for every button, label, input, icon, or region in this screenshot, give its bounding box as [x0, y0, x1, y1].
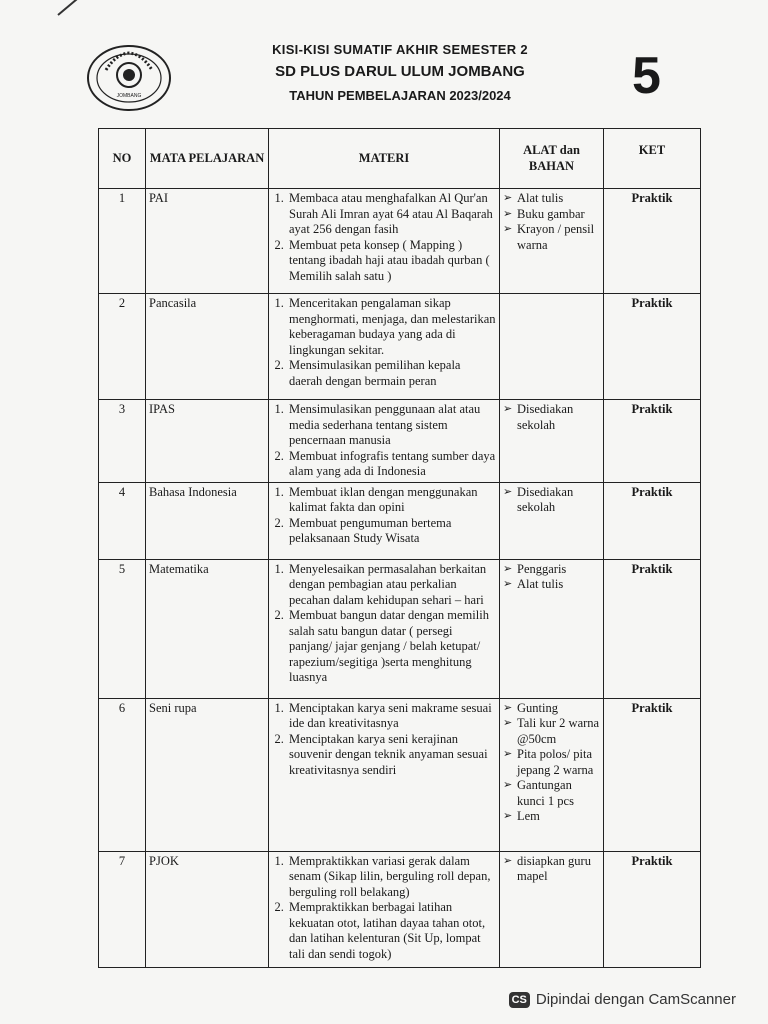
- alat-cell: [500, 698, 604, 851]
- camscanner-watermark: [503, 989, 742, 1010]
- subject-name: PJOK: [146, 851, 269, 967]
- grade-number: 5: [632, 47, 661, 105]
- alat-item: ➢ Alat tulis: [503, 191, 600, 207]
- alat-list: [503, 402, 600, 433]
- alat-list: [503, 562, 600, 593]
- materi-cell: [269, 400, 500, 483]
- materi-list: [272, 854, 496, 963]
- alat-cell: [500, 559, 604, 698]
- materi-cell: [269, 189, 500, 294]
- header-no: NO: [99, 129, 146, 189]
- materi-item: 2. Membuat bangun datar dengan memilih salah satu bangun datar ( persegi panjang/ jajar genjang / belah ketupat/ rapezium/segitiga )serta menghitung luasnya: [287, 608, 496, 686]
- materi-cell: [269, 851, 500, 967]
- alat-list: [503, 854, 600, 885]
- header-mapel: MATA PELAJARAN: [146, 129, 269, 189]
- materi-list: [272, 402, 496, 480]
- materi-item: 1. Mensimulasikan penggunaan alat atau media sederhana tentang sistem pencernaan manusia: [287, 402, 496, 449]
- document-header: [250, 40, 550, 103]
- subject-name: Seni rupa: [146, 698, 269, 851]
- materi-list: [272, 701, 496, 779]
- header-ket: KET: [604, 129, 701, 189]
- materi-list: [272, 296, 496, 389]
- materi-item: 2. Membuat pengumuman bertema pelaksanaan Study Wisata: [287, 516, 496, 547]
- table-row: [99, 698, 701, 851]
- alat-cell: [500, 482, 604, 559]
- alat-item: ➢ disiapkan guru mapel: [503, 854, 600, 885]
- alat-item: ➢ Buku gambar: [503, 207, 600, 223]
- alat-list: [503, 701, 600, 825]
- materi-item: 1. Membaca atau menghafalkan Al Qur'an Surah Ali Imran ayat 64 atau Al Baqarah ayat 256 dengan fasih: [287, 191, 496, 238]
- subject-name: IPAS: [146, 400, 269, 483]
- alat-cell: [500, 851, 604, 967]
- alat-item: ➢ Penggaris: [503, 562, 600, 578]
- row-number: 5: [99, 559, 146, 698]
- subject-name: Bahasa Indonesia: [146, 482, 269, 559]
- row-number: 1: [99, 189, 146, 294]
- materi-item: 2. Menciptakan karya seni kerajinan souvenir dengan teknik anyaman sesuai kreativitasnya sendiri: [287, 732, 496, 779]
- academic-year: TAHUN PEMBELAJARAN 2023/2024: [289, 88, 511, 103]
- materi-item: 1. Menceritakan pengalaman sikap menghormati, menjaga, dan melestarikan keberagaman budaya yang ada di lingkungan sekitar.: [287, 296, 496, 358]
- materi-list: [272, 562, 496, 686]
- pen-mark: [57, 0, 78, 16]
- assessment-table: [98, 128, 701, 968]
- materi-list: [272, 191, 496, 284]
- materi-item: 2. Membuat peta konsep ( Mapping ) tentang ibadah haji atau ibadah qurban ( Memilih salah satu ): [287, 238, 496, 285]
- camscanner-icon: CS: [509, 992, 530, 1008]
- alat-item: ➢ Alat tulis: [503, 577, 600, 593]
- subject-name: Pancasila: [146, 294, 269, 400]
- alat-item: ➢ Tali kur 2 warna @50cm: [503, 716, 600, 747]
- row-number: 6: [99, 698, 146, 851]
- table-row: [99, 482, 701, 559]
- materi-cell: [269, 559, 500, 698]
- materi-item: 2. Mempraktikkan berbagai latihan kekuatan otot, latihan dayaa tahan otot, dan latihan kelenturan (Sit Up, lompat tali dan sendi togok): [287, 900, 496, 962]
- svg-text:JOMBANG: JOMBANG: [116, 93, 142, 99]
- ket-value: Praktik: [604, 559, 701, 698]
- school-name: SD PLUS DARUL ULUM JOMBANG: [275, 63, 525, 80]
- materi-cell: [269, 482, 500, 559]
- materi-item: 1. Menciptakan karya seni makrame sesuai ide dan kreativitasnya: [287, 701, 496, 732]
- alat-list: [503, 191, 600, 253]
- alat-item: ➢ Gunting: [503, 701, 600, 717]
- alat-item: ➢ Pita polos/ pita jepang 2 warna: [503, 747, 600, 778]
- alat-list: [503, 485, 600, 516]
- materi-item: 1. Menyelesaikan permasalahan berkaitan dengan pembagian atau perkalian pecahan dalam kehidupan sehari – hari: [287, 562, 496, 609]
- table-row: [99, 400, 701, 483]
- materi-cell: [269, 698, 500, 851]
- table-row: [99, 851, 701, 967]
- subject-name: Matematika: [146, 559, 269, 698]
- ket-value: Praktik: [604, 698, 701, 851]
- school-logo: [86, 44, 172, 112]
- materi-item: 2. Mensimulasikan pemilihan kepala daerah dengan bermain peran: [287, 358, 496, 389]
- alat-item: ➢ Krayon / pensil warna: [503, 222, 600, 253]
- ket-value: Praktik: [604, 851, 701, 967]
- table-header-row: [99, 129, 701, 189]
- subject-name: PAI: [146, 189, 269, 294]
- table-row: [99, 294, 701, 400]
- document-title: KISI-KISI SUMATIF AKHIR SEMESTER 2: [272, 42, 528, 57]
- ket-value: Praktik: [604, 294, 701, 400]
- alat-cell: [500, 189, 604, 294]
- materi-cell: [269, 294, 500, 400]
- watermark-text: Dipindai dengan CamScanner: [535, 991, 736, 1008]
- row-number: 3: [99, 400, 146, 483]
- materi-item: 2. Membuat infografis tentang sumber daya alam yang ada di Indonesia: [287, 449, 496, 480]
- ket-value: Praktik: [604, 482, 701, 559]
- alat-item: ➢ Disediakan sekolah: [503, 485, 600, 516]
- alat-item: ➢ Lem: [503, 809, 600, 825]
- ket-value: Praktik: [604, 400, 701, 483]
- table-row: [99, 559, 701, 698]
- alat-item: ➢ Disediakan sekolah: [503, 402, 600, 433]
- alat-cell: [500, 294, 604, 400]
- ket-value: Praktik: [604, 189, 701, 294]
- row-number: 2: [99, 294, 146, 400]
- materi-list: [272, 485, 496, 547]
- header-alat: ALAT dan BAHAN: [500, 129, 604, 189]
- materi-item: 1. Mempraktikkan variasi gerak dalam senam (Sikap lilin, berguling roll depan, berguling roll belakang): [287, 854, 496, 901]
- row-number: 4: [99, 482, 146, 559]
- alat-item: ➢ Gantungan kunci 1 pcs: [503, 778, 600, 809]
- table-row: [99, 189, 701, 294]
- materi-item: 1. Membuat iklan dengan menggunakan kalimat fakta dan opini: [287, 485, 496, 516]
- row-number: 7: [99, 851, 146, 967]
- alat-cell: [500, 400, 604, 483]
- header-materi: MATERI: [269, 129, 500, 189]
